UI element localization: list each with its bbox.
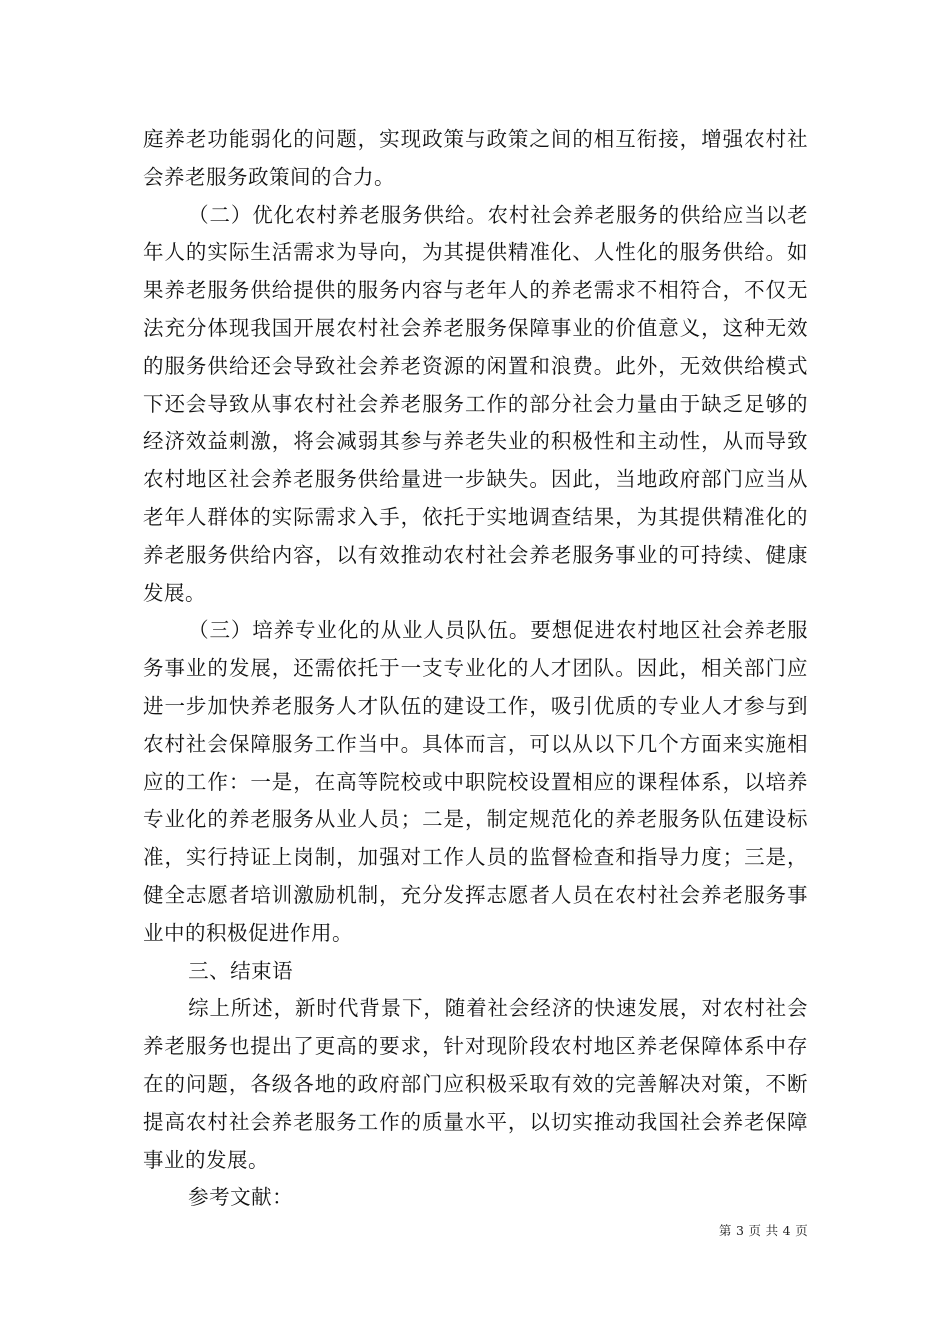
- paragraph-optimize-supply: （二）优化农村养老服务供给。农村社会养老服务的供给应当以老年人的实际生活需求为导向，为其提供精准化、人性化的服务供给。如果养老服务供给提供的服务内容与老年人的养老需求不相符合，不仅无法充分体现我国开展农村社会养老服务保障事业的价值意义，这种无效的服务供给还会导致社会养老资源的闲置和浪费。此外，无效供给模式下还会导致从事农村社会养老服务工作的部分社会力量由于缺乏足够的经济效益刺激，将会减弱其参与养老失业的积极性和主动性，从而导致农村地区社会养老服务供给量进一步缺失。因此，当地政府部门应当从老年人群体的实际需求入手，依托于实地调查结果，为其提供精准化的养老服务供给内容，以有效推动农村社会养老服务事业的可持续、健康发展。: [143, 202, 808, 605]
- paragraph-conclusion: 综上所述，新时代背景下，随着社会经济的快速发展，对农村社会养老服务也提出了更高的要求，针对现阶段农村地区养老保障体系中存在的问题，各级各地的政府部门应积极采取有效的完善解决对策，不断提高农村社会养老服务工作的质量水平，以切实推动我国社会养老保障事业的发展。: [143, 996, 808, 1172]
- paragraph-continuation: 庭养老功能弱化的问题，实现政策与政策之间的相互衔接，增强农村社会养老服务政策间的合力。: [143, 127, 808, 189]
- page-number-footer: 第 3 页 共 4 页: [718, 1223, 808, 1238]
- references-heading: 参考文献：: [188, 1185, 294, 1210]
- document-body: [143, 121, 808, 1217]
- section-heading-conclusion: 三、结束语: [188, 958, 294, 983]
- paragraph-professional-staff: （三）培养专业化的从业人员队伍。要想促进农村地区社会养老服务事业的发展，还需依托于一支专业化的人才团队。因此，相关部门应进一步加快养老服务人才队伍的建设工作，吸引优质的专业人才参与到农村社会保障服务工作当中。具体而言，可以从以下几个方面来实施相应的工作：一是，在高等院校或中职院校设置相应的课程体系，以培养专业化的养老服务从业人员；二是，制定规范化的养老服务队伍建设标准，实行持证上岗制，加强对工作人员的监督检查和指导力度；三是，健全志愿者培训激励机制，充分发挥志愿者人员在农村社会养老服务事业中的积极促进作用。: [143, 618, 808, 945]
